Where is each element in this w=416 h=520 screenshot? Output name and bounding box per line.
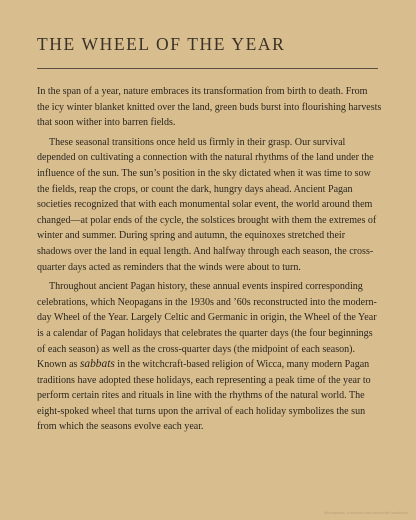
watermark-text: Wiccapedia, a modern-day witchcraft handbook — [323, 510, 408, 515]
title-divider — [37, 68, 378, 69]
paragraph-1: In the span of a year, nature embraces its transformation from birth to death. From the icy winter blanket knitted over the land, green buds burst into flourishing harvests that soon wither into barren fields. — [37, 86, 382, 129]
page-title: THE WHEEL OF THE YEAR — [37, 34, 286, 54]
sabbats-term: sabbats — [79, 358, 115, 371]
paragraph-3-start: Throughout ancient Pagan history, these annual events inspired corresponding celebrations, which Neopagans in the 1930s and ’60s reconstructed into the modern-day Wheel of the Year. Largely Celtic and Germanic in origin, the Wheel of the Year is a calendar of Pagan holidays that celebrates the quarter days (the four beginnings of each season) as well as the cross-quarter days (the midpoint of each season). Known as — [37, 281, 377, 371]
body-text — [37, 84, 382, 435]
paragraph-3-end: in the witchcraft-based religion of Wicca, many modern Pagan traditions have adopted these holidays, each representing a peak time of the year to perform certain rites and rituals in line with the rhythms of the natural world. The eight-spoked wheel that turns upon the arrival of each holiday symbolizes the sun from which the seasons evolve each year. — [37, 359, 371, 433]
paragraph-3 — [37, 279, 382, 435]
paragraph-2: These seasonal transitions once held us firmly in their grasp. Our survival depended on cultivating a connection with the natural rhythms of the land under the influence of the sun. The sun’s position in the sky dictated when it was time to sow the fields, reap the crops, or count the dark, hungry days ahead. Ancient Pagan societies recognized that with each monumental solar event, the world around them changed—at polar ends of the cycle, the solstices brought with them the extremes of winter and summer. During spring and autumn, the equinoxes stretched their shadows over the land in equal length. And halfway through each season, the cross-quarter days acted as reminders that the winds were about to turn. — [37, 136, 377, 273]
